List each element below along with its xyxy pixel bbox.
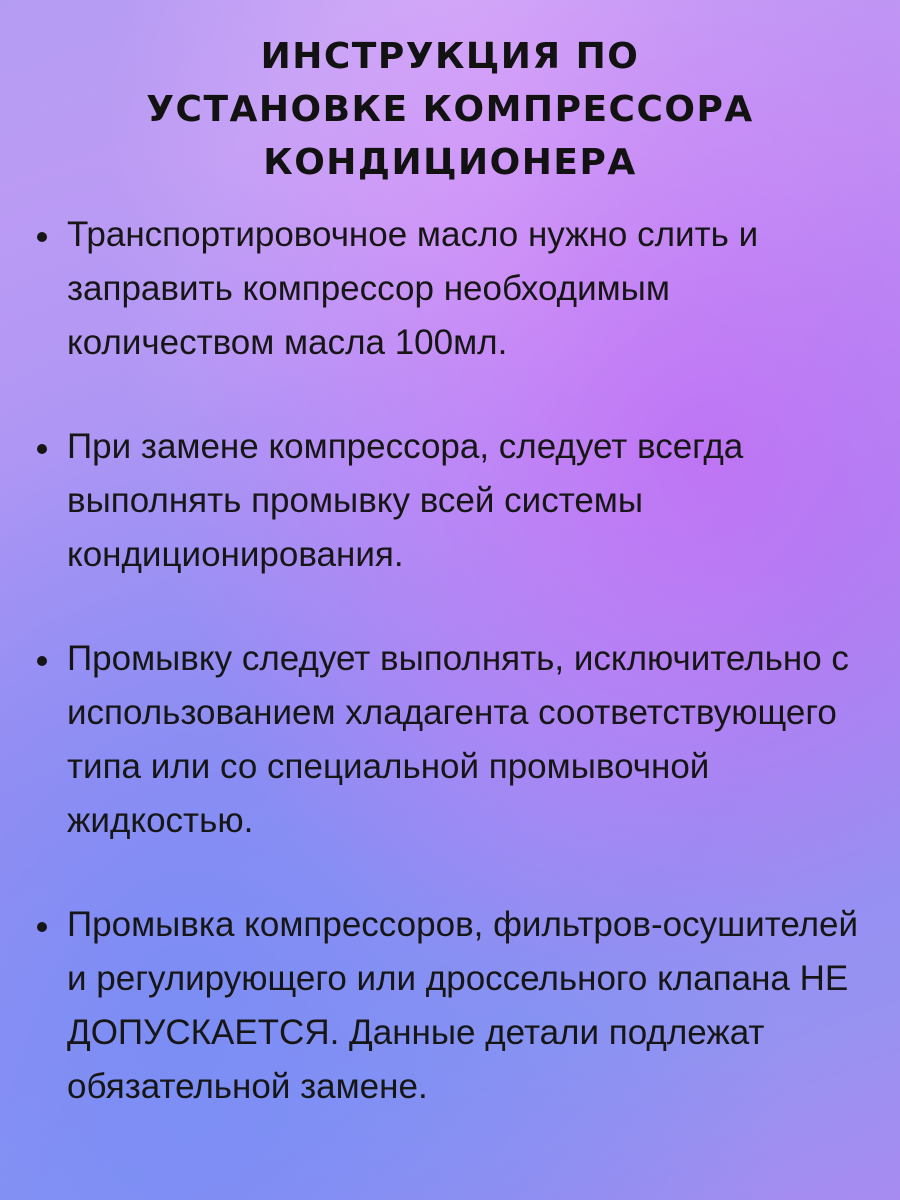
title-line-2: УСТАНОВКЕ КОМПРЕССОРА [146, 89, 754, 130]
bullet-icon [37, 444, 47, 454]
bullet-icon [37, 232, 47, 242]
list-item [33, 208, 863, 370]
list-item-text: При замене компрессора, следует всегда выполнять промывку всей системы кондиционирования. [67, 427, 744, 574]
list-item [33, 898, 863, 1114]
title-line-3: КОНДИЦИОНЕРА [263, 142, 637, 183]
list-item [33, 420, 863, 582]
title-line-1: ИНСТРУКЦИЯ ПО [260, 36, 640, 77]
list-item [33, 632, 863, 848]
list-item-text: Промывка компрессоров, фильтров-осушителей и регулирующего или дроссельного клапана НЕ ДОПУСКАЕТСЯ. Данные детали подлежат обязательной замене. [67, 905, 859, 1106]
bullet-icon [37, 922, 47, 932]
page-title [0, 30, 900, 189]
instruction-list [33, 208, 863, 1114]
list-item-text: Промывку следует выполнять, исключительно с использованием хладагента соответствующего типа или со специальной промывочной жидкостью. [67, 639, 849, 840]
list-item-text: Транспортировочное масло нужно слить и заправить компрессор необходимым количеством масла 100мл. [67, 215, 759, 362]
bullet-icon [37, 656, 47, 666]
